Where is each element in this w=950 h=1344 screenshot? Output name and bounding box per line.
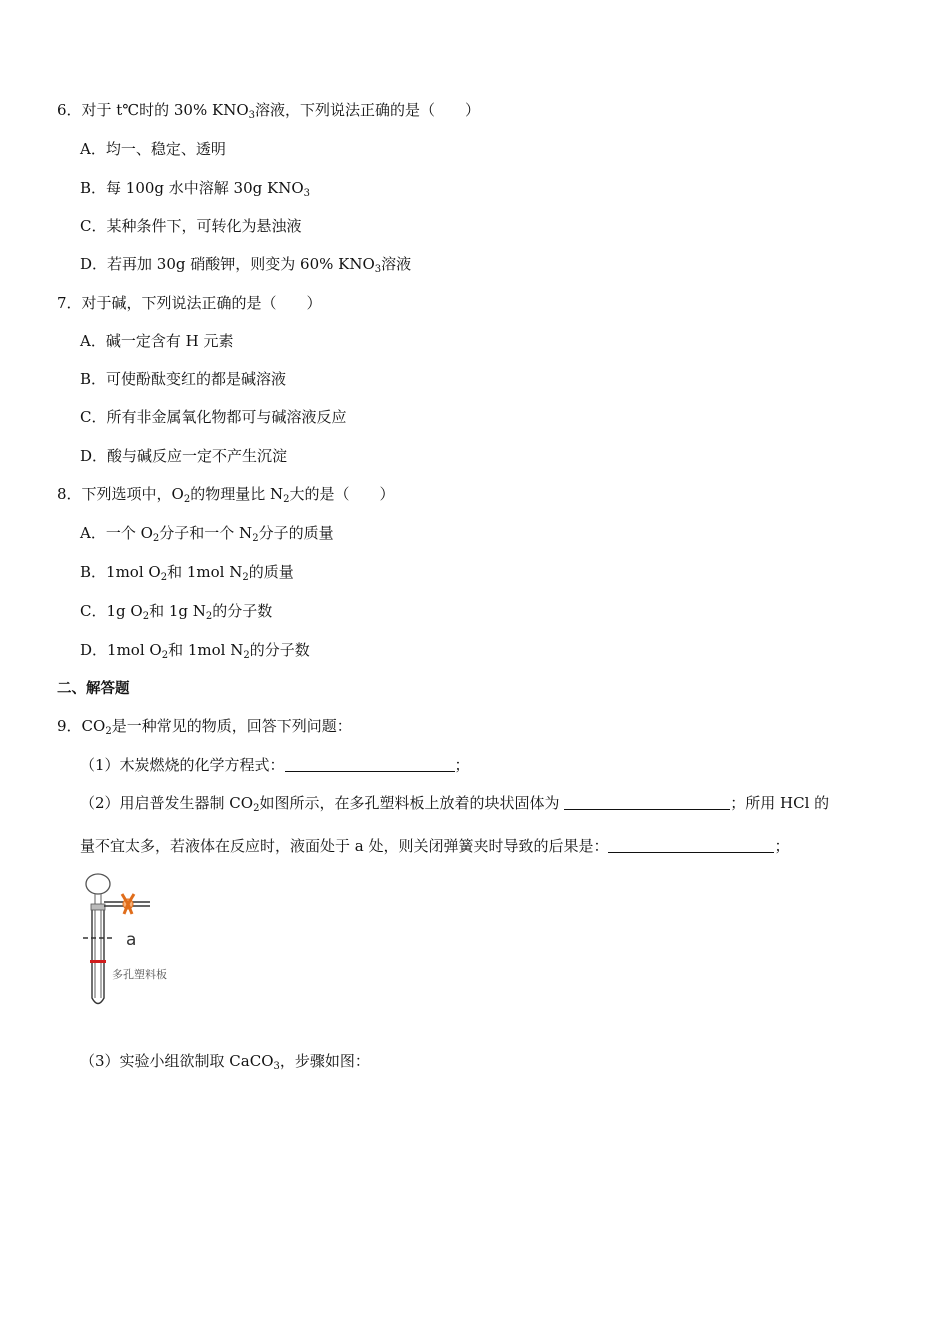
- answer-blank-1[interactable]: [285, 757, 455, 772]
- q6-option-a: A．均一、稳定、透明: [80, 140, 226, 158]
- porous-plate: [90, 960, 106, 963]
- q8-option-d: D．1mol $O_2$和 1mol $N_2$的分子数: [80, 641, 310, 661]
- q6-option-c: C．某种条件下，可转化为悬浊液: [80, 217, 302, 235]
- q7-stem: 7．对于碱，下列说法正确的是（ ）: [57, 294, 322, 312]
- level-label-a: a: [126, 930, 137, 950]
- q6-stem: 6．对于 t℃时的 30% $KNO_3$溶液，下列说法正确的是（ ）: [57, 101, 481, 121]
- q8-stem: 8．下列选项中，$O_2$的物理量比 $N_2$大的是（ ）: [57, 485, 395, 505]
- answer-blank-3[interactable]: [608, 838, 774, 853]
- spring-clamp-icon: [122, 894, 134, 914]
- q6-option-d: D．若再加 30g 硝酸钾，则变为 60% $KNO_3$溶液: [80, 255, 412, 275]
- test-tube: [92, 908, 104, 1004]
- funnel-bulb: [86, 874, 110, 894]
- q7-option-c: C．所有非金属氧化物都可与碱溶液反应: [80, 408, 347, 426]
- kipp-apparatus-figure: [82, 872, 192, 1012]
- q7-option-b: B．可使酚酞变红的都是碱溶液: [80, 370, 287, 388]
- q9-part3: （3）实验小组欲制取 CaCO$_3$，步骤如图：: [80, 1052, 370, 1072]
- q9-part1: （1）木炭燃烧的化学方程式： ；: [80, 756, 470, 774]
- stopper: [91, 904, 105, 910]
- section-heading: 二、解答题: [57, 681, 130, 697]
- q8-option-a: A．一个 $O_2$分子和一个 $N_2$分子的质量: [80, 524, 334, 544]
- q8-option-c: C．1g $O_2$和 1g $N_2$的分子数: [80, 602, 273, 622]
- q9-stem: 9．$CO_2$是一种常见的物质，回答下列问题：: [57, 717, 352, 737]
- q7-option-a: A．碱一定含有 H 元素: [80, 332, 234, 350]
- q8-option-b: B．1mol $O_2$和 1mol $N_2$的质量: [80, 563, 294, 583]
- q9-part2-line2: 量不宜太多，若液体在反应时，液面处于 a 处，则关闭弹簧夹时导致的后果是： ；: [80, 837, 790, 855]
- q7-option-d: D．酸与碱反应一定不产生沉淀: [80, 447, 288, 465]
- q9-part2-line1: （2）用启普发生器制 $CO_2$如图所示，在多孔塑料板上放着的块状固体为 ；所用 HCl 的: [80, 794, 830, 814]
- porous-plate-label: 多孔塑料板: [112, 968, 167, 981]
- q6-option-b: B．每 100g 水中溶解 30g $KNO_3$: [80, 179, 311, 199]
- answer-blank-2[interactable]: [564, 795, 730, 810]
